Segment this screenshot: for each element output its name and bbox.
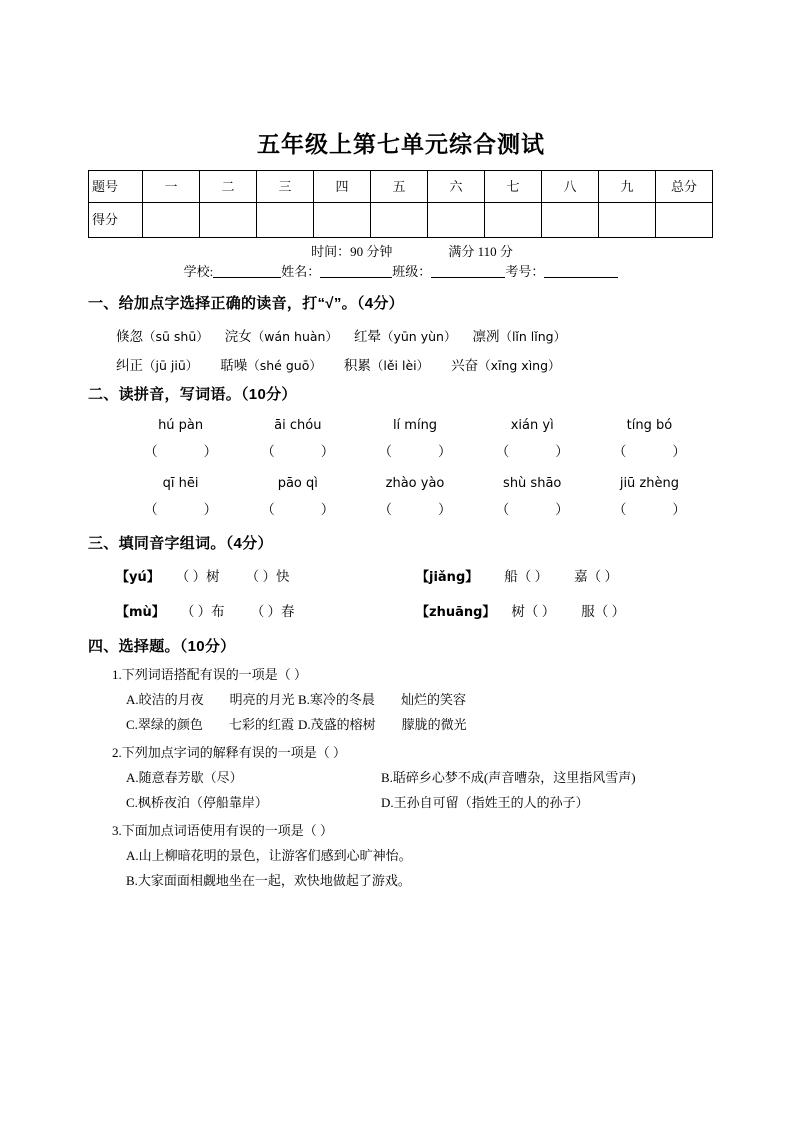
option-c[interactable]: C.枫桥夜泊（停船靠岸） <box>126 795 268 810</box>
answer-blank[interactable]: （ ） <box>612 502 686 517</box>
pinyin-choice-item[interactable]: 凛冽（lǐn lǐng） <box>472 329 567 344</box>
answer-blank[interactable]: （ ） <box>378 444 452 459</box>
question-number: 1. <box>112 667 122 682</box>
answer-blank[interactable]: （ ） <box>144 502 218 517</box>
fill-blank[interactable]: （ ）布 <box>180 604 225 619</box>
pinyin-prompt-row <box>88 413 714 439</box>
answer-blank[interactable]: （ ） <box>261 444 335 459</box>
table-cell-q4: 四 <box>314 171 371 203</box>
name-input[interactable] <box>320 264 392 278</box>
pinyin-choice-item[interactable]: 倏忽（sū shū） <box>116 329 209 344</box>
question-number: 3. <box>112 823 122 838</box>
fill-blank[interactable]: 船（ ） <box>504 569 549 584</box>
table-cell-q9: 九 <box>599 171 656 203</box>
option-a[interactable]: A.皎洁的月夜 明亮的月光 <box>126 692 295 707</box>
option-d[interactable]: D.王孙自可留（指姓王的人的孙子） <box>381 795 589 810</box>
exam-number-input[interactable] <box>544 264 618 278</box>
score-cell-q7[interactable] <box>485 203 542 238</box>
option-line <box>126 790 714 815</box>
question-text: 下列词语搭配有误的一项是（ ） <box>121 667 308 682</box>
pinyin-prompt: shù shāo <box>503 476 562 491</box>
pinyin-bracket-label: 【zhuāng】 <box>416 605 496 620</box>
question-1-stem <box>112 662 714 687</box>
table-row-question-numbers <box>89 171 713 203</box>
option-c[interactable]: C.翠绿的颜色 七彩的红霞 <box>126 717 294 732</box>
section-three-heading: 三、填同音字组词。（4分） <box>88 535 273 552</box>
answer-bracket-row <box>88 497 714 523</box>
pinyin-bracket-label: 【jiǎng】 <box>416 570 479 585</box>
homophone-row-2 <box>88 599 714 626</box>
exam-duration-line <box>88 242 714 261</box>
class-label: 班级： <box>392 264 432 279</box>
pinyin-prompt: xián yì <box>510 418 554 433</box>
table-row-scores <box>89 203 713 238</box>
table-cell-q8: 八 <box>542 171 599 203</box>
section-two-group-2 <box>88 471 714 523</box>
answer-bracket-row <box>88 439 714 465</box>
pinyin-choice-item[interactable]: 纠正（jū jiū） <box>116 358 199 373</box>
pinyin-choice-item[interactable]: 聒噪（shé guō） <box>220 358 322 373</box>
option-line <box>126 687 714 712</box>
homophone-group-left <box>116 599 416 626</box>
homophone-row-1 <box>88 564 714 591</box>
option-b[interactable]: B.寒冷的冬晨 灿烂的笑容 <box>298 692 466 707</box>
section-four <box>88 635 714 893</box>
pinyin-choice-item[interactable]: 兴奋（xīng xìng） <box>451 358 561 373</box>
section-one-row-1 <box>88 325 714 345</box>
option-line <box>126 868 714 893</box>
table-cell-q3: 三 <box>257 171 314 203</box>
option-line <box>126 712 714 737</box>
score-cell-q8[interactable] <box>542 203 599 238</box>
school-input[interactable] <box>213 264 281 278</box>
option-line <box>126 765 714 790</box>
section-four-heading: 四、选择题。（10分） <box>88 638 236 655</box>
question-2 <box>88 740 714 815</box>
option-line <box>126 843 714 868</box>
table-cell-q2: 二 <box>200 171 257 203</box>
homophone-group-left <box>116 564 416 591</box>
fill-blank[interactable]: （ ）树 <box>175 569 220 584</box>
table-cell-total: 总分 <box>656 171 713 203</box>
section-one-row-2 <box>88 354 714 374</box>
table-header-label-question: 题号 <box>89 171 143 203</box>
name-label: 姓名： <box>281 264 321 279</box>
exam-time-label: 时间：90 分钟 <box>311 244 393 259</box>
question-1 <box>88 662 714 737</box>
pinyin-prompt: pāo qì <box>277 476 318 491</box>
section-three <box>88 532 714 626</box>
question-number: 2. <box>112 745 122 760</box>
section-one-heading: 一、给加点字选择正确的读音，打“√”。（4分） <box>88 295 404 312</box>
option-b[interactable]: B.聒碎乡心梦不成(声音嘈杂，这里指风雪声) <box>381 770 636 785</box>
question-3-options <box>112 843 714 893</box>
answer-blank[interactable]: （ ） <box>495 502 569 517</box>
score-cell-q1[interactable] <box>143 203 200 238</box>
section-one <box>88 292 714 374</box>
fill-blank[interactable]: （ ）快 <box>245 569 290 584</box>
class-input[interactable] <box>431 264 505 278</box>
score-cell-q5[interactable] <box>371 203 428 238</box>
score-cell-q3[interactable] <box>257 203 314 238</box>
question-text: 下面加点词语使用有误的一项是（ ） <box>121 823 334 838</box>
question-text: 下列加点字词的解释有误的一项是（ ） <box>121 745 347 760</box>
table-cell-q5: 五 <box>371 171 428 203</box>
answer-blank[interactable]: （ ） <box>144 444 218 459</box>
answer-blank[interactable]: （ ） <box>261 502 335 517</box>
question-3-stem <box>112 818 714 843</box>
question-3 <box>88 818 714 893</box>
page-title: 五年级上第七单元综合测试 <box>257 131 545 157</box>
section-two-heading: 二、读拼音，写词语。（10分） <box>88 386 297 403</box>
section-two-group-1 <box>88 413 714 465</box>
table-cell-q7: 七 <box>485 171 542 203</box>
pinyin-choice-item[interactable]: 红晕（yūn yùn） <box>353 329 457 344</box>
score-cell-q4[interactable] <box>314 203 371 238</box>
pinyin-prompt: qī hēi <box>162 476 199 491</box>
answer-blank[interactable]: （ ） <box>378 502 452 517</box>
student-info-line <box>88 261 714 283</box>
pinyin-bracket-label: 【yú】 <box>116 570 160 585</box>
pinyin-prompt: tíng bó <box>626 418 673 433</box>
pinyin-choice-item[interactable]: 浣女（wán huàn） <box>224 329 338 344</box>
pinyin-prompt-row <box>88 471 714 497</box>
exam-number-label: 考号： <box>505 264 545 279</box>
question-1-options <box>112 687 714 737</box>
question-2-stem <box>112 740 714 765</box>
option-b[interactable]: B.大家面面相觑地坐在一起，欢快地做起了游戏。 <box>126 873 411 888</box>
score-cell-q2[interactable] <box>200 203 257 238</box>
pinyin-prompt: lí míng <box>392 418 438 433</box>
answer-blank[interactable]: （ ） <box>612 444 686 459</box>
table-cell-q6: 六 <box>428 171 485 203</box>
page-content <box>88 128 714 893</box>
pinyin-prompt: jiū zhèng <box>619 476 679 491</box>
score-cell-q6[interactable] <box>428 203 485 238</box>
fill-blank[interactable]: 服（ ） <box>581 604 626 619</box>
pinyin-bracket-label: 【mù】 <box>116 605 165 620</box>
school-label: 学校: <box>183 264 214 279</box>
score-cell-total[interactable] <box>656 203 713 238</box>
table-cell-q1: 一 <box>143 171 200 203</box>
option-a[interactable]: A.随意春芳歇（尽） <box>126 770 243 785</box>
option-d[interactable]: D.茂盛的榕树 朦胧的微光 <box>298 717 467 732</box>
score-table <box>88 170 713 238</box>
table-header-label-score: 得分 <box>89 203 143 238</box>
fill-blank[interactable]: 嘉（ ） <box>574 569 618 584</box>
option-a[interactable]: A.山上柳暗花明的景色，让游客们感到心旷神怡。 <box>126 848 412 863</box>
pinyin-prompt: hú pàn <box>158 418 204 433</box>
answer-blank[interactable]: （ ） <box>495 444 569 459</box>
pinyin-choice-item[interactable]: 积累（lěi lèi） <box>343 358 430 373</box>
question-2-options <box>112 765 714 815</box>
fill-blank[interactable]: 树（ ） <box>511 604 556 619</box>
exam-total-score-label: 满分 110 分 <box>448 244 513 259</box>
pinyin-prompt: āi chóu <box>274 418 322 433</box>
fill-blank[interactable]: （ ）春 <box>250 604 295 619</box>
score-cell-q9[interactable] <box>599 203 656 238</box>
section-two <box>88 383 714 523</box>
pinyin-prompt: zhào yào <box>385 476 445 491</box>
